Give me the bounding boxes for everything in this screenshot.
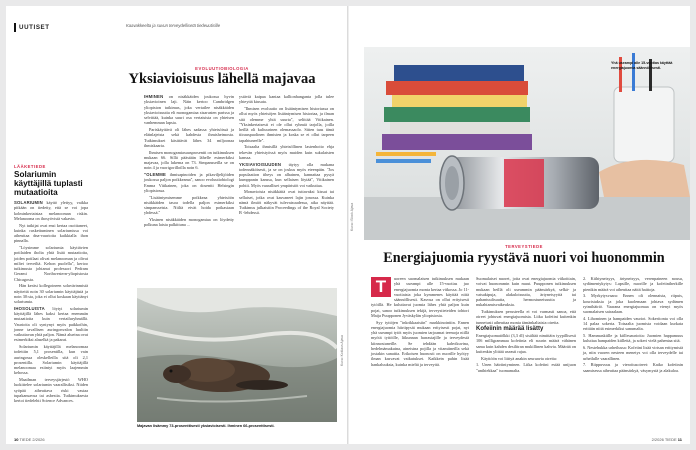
right-article-paragraph: uoreen suomalaisen tutkimuksen mukaan yhä useampi alle 15-vuotias juo energiajuomia monta kertaa viikossa. Jo 11-vuotiaista joka kymmenes käyttää niitä säännöllisesti. Kasvua on ollut erityisesti tytöillä. He kuluttavat juomia lähes yhtä paljon kuin pojat, sanoo tutkimuksen tekijä, terveystieteiden tohtori Maija Puupponen Jyväskylän yliopistosta. <box>371 276 469 318</box>
right-article-paragraph: Suomalaiset nuoret, joita ovat energiajuomia viikoittain, voivat huonommin kuin muut. Puupponen tutkimuksen mukaan heillä oli useammin päänsärkyä, selkä- ja vatsakipuja, alakuloisuutta, ärtyneisyyttä tai pahantuulisuutta, hermostuneisuutta ja nukahtamisvaikeuksia. <box>476 276 576 308</box>
left-page <box>6 6 348 444</box>
beaver-image <box>137 288 337 422</box>
article-header <box>96 66 348 87</box>
page-number: 11 <box>677 437 682 442</box>
top-photo-credit: Kuva: iStock Ajava <box>350 202 354 231</box>
sidebar-body <box>14 200 88 403</box>
sidebar-paragraph: Solariumin käyttäjillä melanoomaa todettiin 5,1 prosentilla, kun vain auringossa oleskelleilla sitä oli 2,1 prosentilla. Solariumin käyttäjillä melanoomaa esiintyi myös laajemmin kehossa. <box>14 344 88 376</box>
right-article-paragraph: Energiajuomatölkki (3,3 dl) sisältää nimittäin tyypillisesti 106 milligrammaa kofeiinia eli suurin määrä vähänen sama kuin kahden desilitran mukillinen kahvia. Määrää on kuitenkin ylittää useasti rajaa. <box>476 333 576 354</box>
list-item: 7. Riippuvuus ja vieroitusoireet: Katko kofeiinin saamisessa aiheuttaa päänsärkyä, väsymystä ja alakuloa. <box>583 362 683 373</box>
sidebar-title: Solariumin käyttäjillä tuplasti mutaatioita <box>14 170 83 197</box>
article-paragraph: Yksinen nisäkkäiden monogamiaa on löydetty polkuna laista palkittuna ... <box>144 217 234 228</box>
sidebar-paragraph: "Löysimme solariumia käyttävien potilaiden iholta yhtä lisää mutaatioita, joiden potilaat olivat melanooman ja olivat miltei terveiltä. Kehon puolella", kertoo tutkimusta johtanut professori Pedram Gerami Northwestern-yliopistosta Chicagosta. <box>14 245 88 282</box>
list-item: 4. Lihominen ja hampaiden vauriot. Sokeritonta voi olla 14 palaa sokeria. Toisaalta juomista voidaan kurkata erittäin niitä esimerkiksi sanumalta. <box>583 315 683 332</box>
list-item: 5. Hammaskiille ja kiilleuaurioita: Juomien happamuus kuluttaa hampaiden kiillettä, ja sokeri vielä pahentaa sitä. <box>583 333 683 344</box>
right-column-1 <box>371 276 469 368</box>
issue-label: TIEDE 2/2026 <box>19 437 45 442</box>
running-head: Kaavakkeelta ja suvun terveydellisetä tiedeuutisille <box>126 23 221 28</box>
list-item: 6. Nestehukka urheilussa: Kofeiini lisää virtsan erittymistä ja, niin vuoren nesteen menetys voi olla terveydelle tai urheilulle vaarallinen. <box>583 345 683 361</box>
article-paragraph: ihmisapinoiden ja pikaviljelijöiden joukossa paljon poikkeama", sanoo evoluutiobiologi Emma Vitikainen, joka on dosentti Helsingin yliopistossa. <box>144 172 234 193</box>
list-item: 1. Unen häiriintyminen. Liika kofeiini estää unijuon "unihiekkaa" tuomamalta. <box>476 362 576 373</box>
article-paragraph: "Lisääntymisemme poikkeaa yhteisöön nisäkkäiden tasoa todella paljon esimerkiksi simpansseista. Niiltä eivät hoida poikasiaan yhdessä." <box>144 194 234 216</box>
photo-caption: Majavan lisämmy 73-prosenttisesti yksiavioisesti. Ihminen 66-prosenttisesti. <box>137 424 275 428</box>
right-article-paragraph: Tutkimuksen perusteella ei voi varmasti sanoa, että oireet johtuvat energiajuomista. Liika kofeiini kuitenkin tunnetusti aiheuttaa monia tämänkaltaisia oireita. <box>476 309 576 325</box>
article-lead: IHMINEN <box>144 94 164 99</box>
article-title: Yksiavioisuus lähellä majavaa <box>128 71 316 87</box>
page-footer <box>652 437 682 442</box>
right-article-title: Energiajuomia ryystävä nuori voi huonommin <box>383 250 665 266</box>
article-paragraph: Toisaalta ihmisillä yhteisöllinen lastenhoito ehja tekevän yhteistyössä myös muiden kuin sukulaisten kanssa. <box>239 144 334 160</box>
article-paragraph: Ihmisen monogamiasuusprosentti on tutkimuksen mukaan 66. Sillä päästään lähelle esimerkiksi majavaa, jolla lukema on 73. Simpansseilla se on noin 4 ja vuorigorilloilla noin 6. <box>144 149 234 171</box>
dropcap: T <box>371 277 391 297</box>
issue-label: 2/2026 TIEDE <box>651 437 677 442</box>
energy-drink-photo <box>364 47 690 240</box>
sidebar-category: LÄÄKETIEDE <box>14 164 46 169</box>
right-column-2 <box>476 276 576 374</box>
sidebar-paragraph: Hän keräsi kollegoineen soluvärinmistä näytteitä noin 30 solariumin käyttäjästä ja noin 30:sta, joka ei ollut koskaan käyttänyt solariumia. <box>14 283 88 304</box>
right-article-category: TERVEYSTIEDE <box>505 244 543 249</box>
beaver-photo <box>137 288 337 422</box>
right-page <box>349 6 690 444</box>
list-item: 2. Kiihtyneisyys, ärtyneisyys, verenpaineen nousu, sydämentykytys: Lapsille, nuorille ja kofeiiniherkille pienikin määrä voi aiheuttaa näitä haittoja. <box>583 276 683 292</box>
right-article-paragraph: Käyttöön voi liittyä anakin seuraavia oireita: <box>481 355 557 361</box>
article-paragraph: on nisäkkäiden joukossa hyvin yksiavioinen laji. Näin kertoo Cambridgen yliopiston tutkimus, joka vertailee nisäkkäiden yksiavioisuutta eli monogamiaa sisarusten parissa ja selvittää, kuinka suuri osa vertaisista on yhteisen vanhemman lapsia. <box>144 94 235 126</box>
sidebar-paragraph: Nyt tutkijat ovat ensi kertaa osoittaneet, kuinka ruskettuminen solariumissa voi aiheuttaa dna-vaurioita kaikkialla ihon pinnalla. <box>14 222 88 244</box>
article-category: EVOLUUTIOBIOLOGIA <box>195 66 249 71</box>
right-article-header <box>364 244 684 266</box>
right-column-3 <box>583 276 683 374</box>
article-column-1 <box>144 94 234 229</box>
article-paragraph: Pariskäyttävä oli lähes sadassa yhteisöissä ja eläinlajeista sekä kahdesta ihmisheimosta. Tutkimukset käsittävät lähes 34 miljoonaa ihmiskaaria. <box>144 127 234 148</box>
sidebar <box>14 164 88 405</box>
list-item: 3. Myrkytysvaara: Ennen oli olennaista, riipuis, kouristuksia ja joka kuolemaan johtava sydämen rytmihäiriö. Vaarana energiajuomaa on vienyt myös suomalaisen sairaalaan. <box>583 293 683 314</box>
page-number: 10 <box>14 437 19 442</box>
article-column-2 <box>239 94 334 217</box>
sidebar-paragraph: käyttö ylettyy, vaikka pitkään on tiedetty, että se voi jopa kolminkertaistaa melanooman riskin. Melanooma on ihosyövistä vakavin. <box>14 200 88 221</box>
sidebar-paragraph: löytyi solariumin käyttäjillä lähes kaksi kertaa enemmän mutaatioita kuin vertailuryhmällä. Vaurioita oli syntynyt myös paikkoihin, jonne tavallisen auringonvalon luultiin vaikuttavan yhtä paljon. Nämä alueina ovat esimerkiksi alaselkä ja pakarat. <box>14 305 88 343</box>
article-paragraph: ystäviä kaipaa kantaa kallionhanganta jolla tulee yhteyttä kiusata. <box>239 94 334 105</box>
article-paragraph: "Ihmisen evoluutio on lisääntymisen historiassa on ollut myös yhteisöjen lisääntymisen historiaa, ja ilman sitä olemme yhtä suurta", selittää Vitikainen. "Yksinkertaisesti ei ole ollut ryhmiä tarjolla, joilla heillä oli kultuurinen olemassaolo. Sitten taas tämä tiirauspuolinen ihmisten ja koska se ei ollut tarpeen tapahtuneelle". <box>239 106 334 143</box>
page-footer <box>14 437 45 442</box>
right-article-paragraph: Syy tyttöjen "inkrikkaaisiin" markkinointiin. Ennen energiajuomia hiirtipysät mukaan erityisesti pojat, nyt yhä useampi tytöt myös juomien tarjoamat teemoja niillä myötä tyttöille, liikunnan harrastajille ja terveydestä kiinnostuneille. Se tehdään kahvikuvina, hedelmämakuina, aineisina pojilla ja vitamiineilla sekä jostakin sanattia. Erikoisen huonosti on nuorille hyötyy ilman kasvavat vaikutukset. Kaikkein pahin lisää hankaluuksia, kuinka mieltä ja terveyttä. <box>371 319 469 367</box>
section-tag: UUTISET <box>14 23 53 32</box>
article-subheading: Kofeiinin määrää lisätty <box>476 325 544 332</box>
article-lead: "OLEMME <box>144 172 167 177</box>
sidebar-lead-2: IHOSOLUISTA <box>14 305 45 311</box>
photo-credit: Kuva: Koklaus Ajava <box>340 335 344 366</box>
energy-drink-image <box>364 47 690 240</box>
sidebar-paragraph: Maailman terveysjärjestö WHO luokittelee solariumin vaarallisiksi. Niiden syöpää aiheuttava riski vastaa tupakansavua tai asbestia. Tutkimuksesta kertoi tiedelehti Science Advances. <box>14 377 88 403</box>
article-paragraph: täytyy olla mukana todennäköisesti, ja se on joskus myös eteenpäin. "Jos populaation tiheys on alhainen, kannattaa pysyä kumppanin kanssa, kun sellaisen löytää", Vitikainen pohtii. Myös vaaralliset ympäristöt voi vaikuttaa. <box>239 161 335 188</box>
top-photo-caption: Yhä useampi alle 15-vuotias käyttää energiajuomia säännöllisesti. <box>611 61 673 70</box>
sidebar-lead-1: SOLARIUMIN <box>14 200 43 205</box>
article-paragraph: Monavioisia nisäkkäitä ovat tuttavaksi kissat tai sellaiset, jotka ovat kasvaneet lajin jonossa. Kuinka nämä ilmiöt näkyvät tulevaisuudessa, aika näyttää. Tutkimus julkaistiin Proceedings of the Royal Society B -lehdessä. <box>239 189 334 216</box>
article-lead: YKSIAVIOISUUDEN <box>239 161 282 167</box>
